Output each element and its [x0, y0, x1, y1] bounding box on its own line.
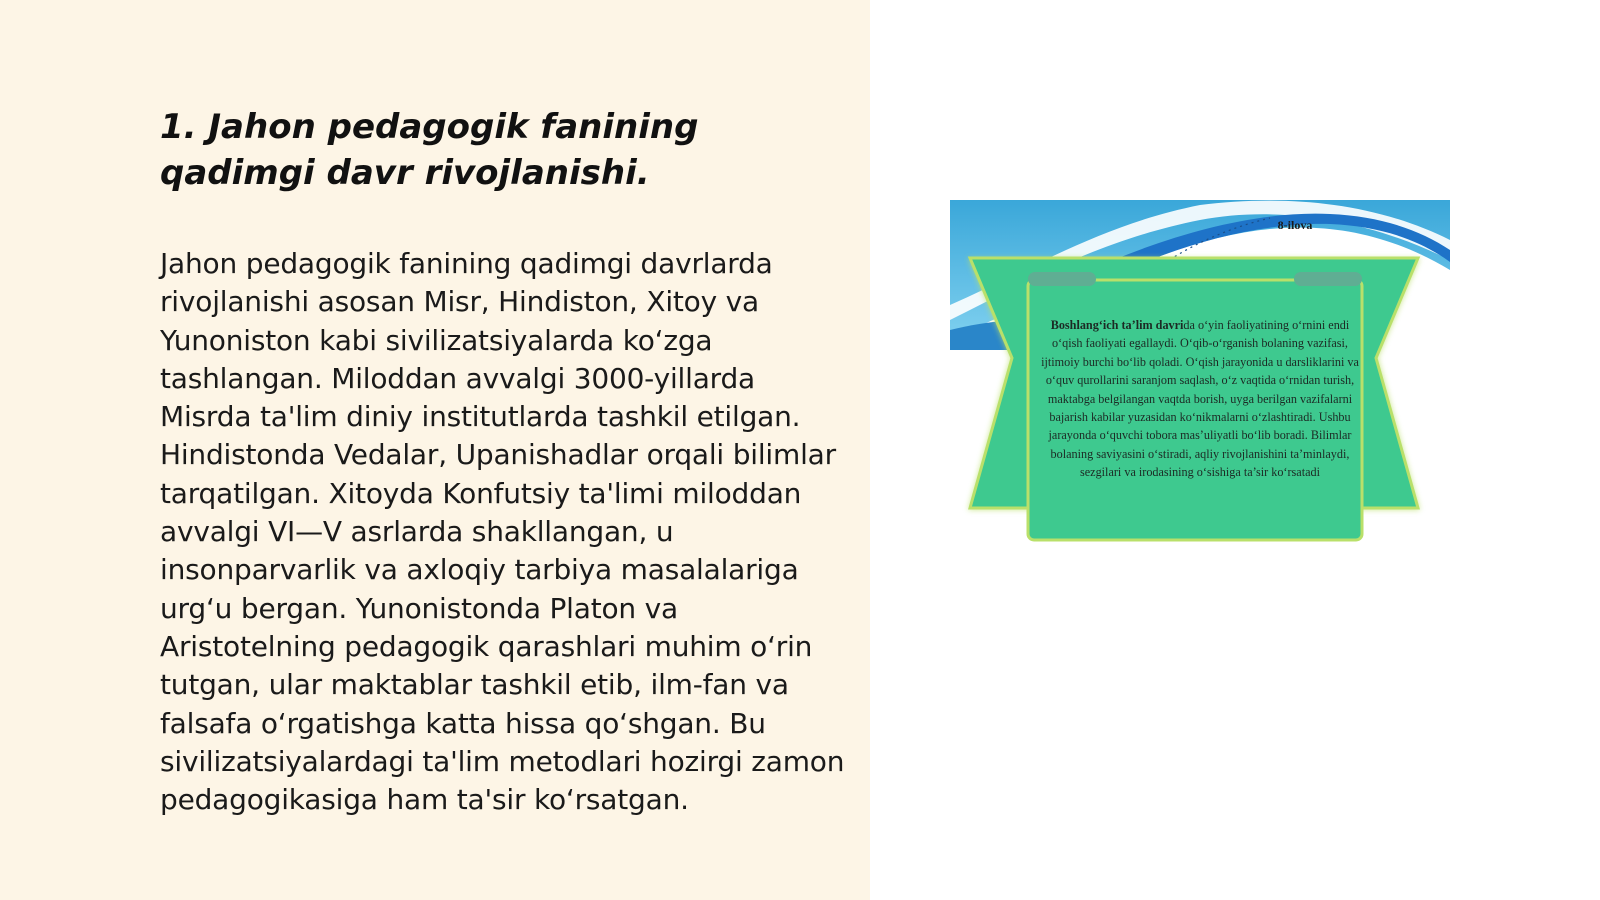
banner-tab-left	[1028, 272, 1096, 286]
figure-text	[1038, 316, 1362, 482]
slide-body-text: Jahon pedagogik fanining qadimgi davrlarda rivojlanishi asosan Misr, Hindiston, Xitoy va Yunoniston kabi sivilizatsiyalarda ko‘zga tashlangan. Miloddan avvalgi 3000-yillarda Misrda ta'lim diniy institutlarda tashkil etilgan. Hindistonda Vedalar, Upanishadlar orqali bilimlar tarqatilgan. Xitoyda Konfutsiy ta'limi miloddan avvalgi VI—V asrlarda shakllangan, u insonparvarlik va axloqiy tarbiya masalalariga urg‘u bergan. Yunonistonda Platon va Aristotelning pedagogik qarashlari muhim o‘rin tutgan, ular maktablar tashkil etib, ilm-fan va falsafa o‘rgatishga katta hissa qo‘shgan. Bu sivilizatsiyalardagi ta'lim metodlari hozirgi zamon pedagogikasiga ham ta'sir ko‘rsatgan.	[160, 247, 845, 817]
figure-label: 8-ilova	[1277, 218, 1313, 232]
figure-text-rest: da o‘yin faoliyatining o‘rnini endi o‘qish faoliyati egallaydi. O‘qib-o‘rganish bolaning vazifasi, ijtimoiy burchi bo‘lib qoladi. O‘qish jarayonida u darsliklarini va o‘quv qurollarini saranjom saqlash, o‘z vaqtida o‘rnidan turish, maktabga belgilangan vaqtda borish, uyga berilgan vazifalarni bajarish kabilar yuzasidan ko‘nikmalarni o‘zlashtiradi. Ushbu jarayonda o‘quvchi tobora mas’uliyatli bo‘lib boradi. Bilimlar bolaning saviyasini o‘stiradi, aqliy rivojlanishini ta’minlaydi, sezgilari va irodasining o‘sishiga ta’sir ko‘rsatadi	[1041, 318, 1359, 480]
figure-text-bold: Boshlang‘ich ta’lim davri	[1050, 318, 1184, 332]
slide-heading: 1. Jahon pedagogik fanining qadimgi davr rivojlanishi.	[160, 107, 699, 193]
banner-tab-right	[1294, 272, 1362, 286]
illustration-figure	[950, 200, 1450, 570]
